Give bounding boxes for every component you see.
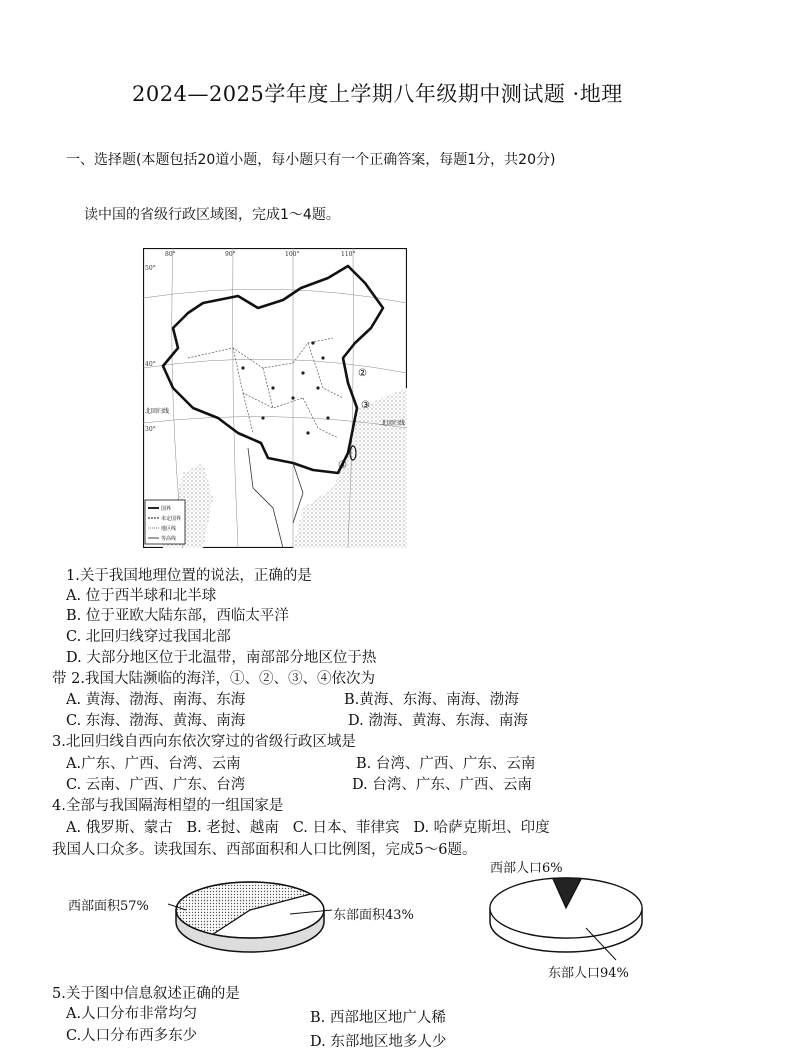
map-label-2: ② (358, 368, 367, 379)
lon-tick: 100° (285, 251, 300, 258)
legend-item: 国界 (161, 506, 172, 512)
area-pie-chart (170, 878, 330, 958)
q1-option-c: C. 北回归线穿过我国北部 (66, 629, 231, 645)
q2-option-a: A. 黄海、渤海、南海、东海 (66, 692, 246, 708)
q2-option-c: C. 东海、渤海、黄海、南海 (66, 713, 246, 729)
legend-item: 等高线 (161, 536, 177, 542)
section-heading: 一、选择题(本题包括20道小题，每小题只有一个正确答案，每题1分，共20分) (66, 152, 556, 168)
lat-tick: 40° (145, 361, 156, 368)
lat-tick: 50° (145, 265, 156, 272)
lon-tick: 90° (225, 251, 236, 258)
q5-stem: 5.关于图中信息叙述正确的是 (52, 986, 240, 1002)
q2-stem: 带 2.我国大陆濒临的海洋，①、②、③、④依次为 (52, 671, 375, 687)
legend-item: 未定国界 (161, 516, 182, 522)
pie1-leader-east (290, 904, 334, 918)
map-legend (145, 500, 185, 544)
map-tropic-left: 北回归线 (145, 408, 170, 415)
lon-tick: 110° (341, 251, 356, 258)
pie2-label-east: 东部人口94% (548, 966, 629, 981)
q1-option-a: A. 位于西半球和北半球 (66, 588, 217, 604)
legend-item: 地区线 (161, 526, 177, 532)
q1-option-d: D. 大部分地区位于北温带，南部部分地区位于热 (66, 650, 377, 666)
q1-stem: 1.关于我国地理位置的说法，正确的是 (66, 568, 312, 584)
lon-tick: 80° (165, 251, 176, 258)
q4-stem: 4.全部与我国隔海相望的一组国家是 (52, 798, 284, 814)
q1-option-b: B. 位于亚欧大陆东部，西临太平洋 (66, 608, 289, 624)
q5-option-d: D. 东部地区地多人少 (310, 1034, 447, 1050)
charts-intro: 我国人口众多。读我国东、西部面积和人口比例图，完成5～6题。 (52, 842, 477, 858)
q2-option-b: B.黄海、东海、南海、渤海 (344, 692, 519, 708)
map-intro: 读中国的省级行政区域图，完成1～4题。 (84, 207, 340, 223)
q3-stem: 3.北回归线自西向东依次穿过的省级行政区域是 (52, 734, 356, 750)
pie1-label-west: 西部面积57% (68, 899, 149, 914)
page-title: 2024—2025学年度上学期八年级期中测试题 ·地理 (132, 82, 623, 106)
q3-option-b: B. 台湾、广西、广东、云南 (356, 756, 536, 772)
q5-option-c: C.人口分布西多东少 (66, 1028, 198, 1044)
lat-tick: 30° (145, 426, 156, 433)
pie1-leader-west (168, 900, 188, 914)
q3-option-a: A.广东、广西、台湾、云南 (66, 756, 241, 772)
china-province-map (143, 248, 407, 548)
population-pie-chart (486, 872, 646, 962)
q4-options: A. 俄罗斯、蒙古 B. 老挝、越南 C. 日本、菲律宾 D. 哈萨克斯坦、印度 (66, 820, 550, 836)
pie2-label-west: 西部人口6% (490, 861, 563, 876)
q5-option-b: B. 西部地区地广人稀 (310, 1010, 446, 1026)
map-tropic-right: 北回归线 (381, 420, 406, 427)
q3-option-d: D. 台湾、广东、广西、云南 (352, 777, 532, 793)
map-label-3: ③ (361, 400, 370, 411)
q2-option-d: D. 渤海、黄海、东海、南海 (348, 713, 528, 729)
pie1-label-east: 东部面积43% (333, 908, 414, 923)
map-label-4: ④ (338, 460, 347, 471)
q5-option-a: A.人口分布非常均匀 (66, 1006, 198, 1022)
q3-option-c: C. 云南、广西、广东、台湾 (66, 777, 246, 793)
